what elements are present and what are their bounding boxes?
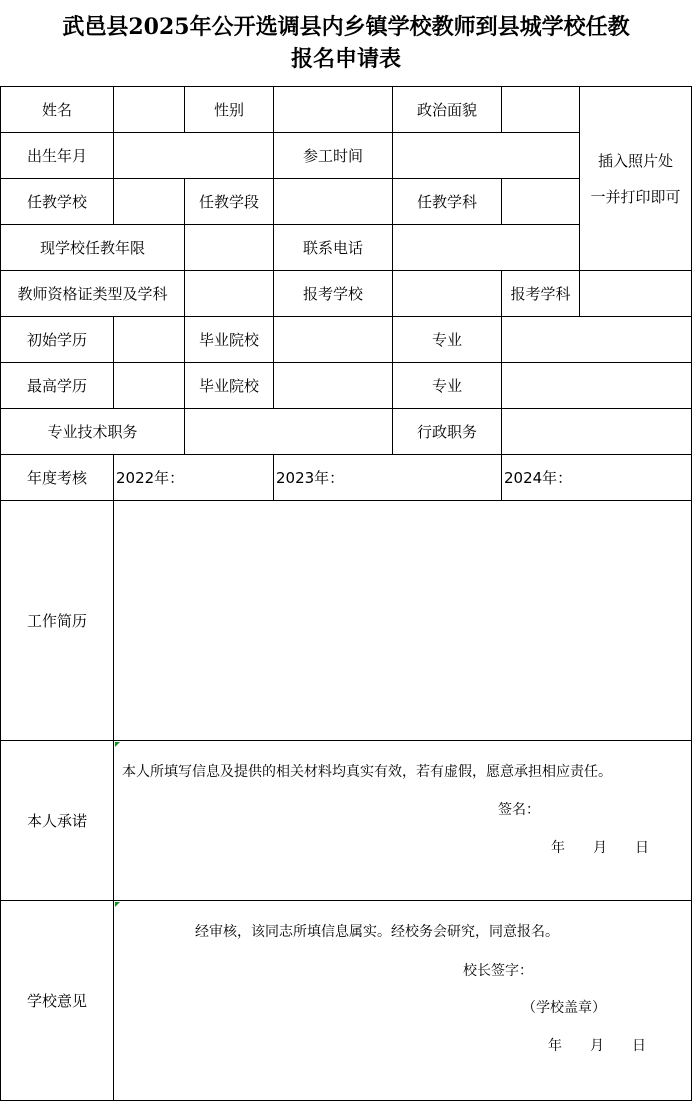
major-1-field[interactable]	[502, 317, 692, 363]
label-admin-position: 行政职务	[393, 409, 502, 455]
form-title	[0, 0, 692, 86]
pledge-cell[interactable]	[114, 741, 692, 901]
label-teaching-stage: 任教学段	[185, 179, 274, 225]
teaching-stage-field[interactable]	[274, 179, 393, 225]
professional-title-field[interactable]	[185, 409, 393, 455]
pledge-text: 本人所填写信息及提供的相关材料均真实有效，若有虚假，愿意承担相应责任。	[122, 764, 612, 780]
review-2022-field[interactable]	[114, 455, 274, 501]
label-apply-subject: 报考学科	[502, 271, 580, 317]
cell-marker-icon	[115, 742, 120, 747]
review-2024-label: 2024年：	[504, 469, 573, 487]
resume-field[interactable]	[114, 501, 692, 741]
principal-signature-label: 校长签字：	[463, 963, 533, 979]
work-start-field[interactable]	[393, 133, 580, 179]
application-form-table	[0, 86, 692, 1101]
pledge-signature-label: 签名：	[498, 802, 540, 818]
label-political-status: 政治面貌	[393, 87, 502, 133]
apply-subject-field[interactable]	[580, 271, 692, 317]
label-phone: 联系电话	[274, 225, 393, 271]
label-gender: 性别	[185, 87, 274, 133]
label-teaching-subject: 任教学科	[393, 179, 502, 225]
label-teaching-school: 任教学校	[1, 179, 114, 225]
label-graduated-school-2: 毕业院校	[185, 363, 274, 409]
teaching-school-field[interactable]	[114, 179, 185, 225]
label-graduated-school-1: 毕业院校	[185, 317, 274, 363]
form-title-line1: 武邑县2025年公开选调县内乡镇学校教师到县城学校任教	[62, 14, 630, 40]
label-name: 姓名	[1, 87, 114, 133]
apply-school-field[interactable]	[393, 271, 502, 317]
label-highest-education: 最高学历	[1, 363, 114, 409]
phone-field[interactable]	[393, 225, 580, 271]
label-initial-education: 初始学历	[1, 317, 114, 363]
name-field[interactable]	[114, 87, 185, 133]
label-birth: 出生年月	[1, 133, 114, 179]
political-status-field[interactable]	[502, 87, 580, 133]
years-current-school-field[interactable]	[185, 225, 274, 271]
photo-hint-line2: 一并打印即可	[590, 187, 681, 206]
label-school-opinion: 学校意见	[1, 901, 114, 1101]
label-certificate: 教师资格证类型及学科	[1, 271, 185, 317]
form-title-line2: 报名申请表	[290, 46, 401, 72]
gender-field[interactable]	[274, 87, 393, 133]
review-2022-label: 2022年：	[116, 469, 185, 487]
major-2-field[interactable]	[502, 363, 692, 409]
label-apply-school: 报考学校	[274, 271, 393, 317]
label-work-start: 参工时间	[274, 133, 393, 179]
opinion-cell[interactable]	[114, 901, 692, 1101]
label-major-2: 专业	[393, 363, 502, 409]
review-2023-field[interactable]	[274, 455, 502, 501]
graduated-school-1-field[interactable]	[274, 317, 393, 363]
label-annual-review: 年度考核	[1, 455, 114, 501]
highest-education-field[interactable]	[114, 363, 185, 409]
label-years-current-school: 现学校任教年限	[1, 225, 185, 271]
label-major-1: 专业	[393, 317, 502, 363]
certificate-field[interactable]	[185, 271, 274, 317]
graduated-school-2-field[interactable]	[274, 363, 393, 409]
review-2023-label: 2023年：	[276, 469, 345, 487]
photo-placeholder[interactable]	[580, 87, 692, 271]
label-pledge: 本人承诺	[1, 741, 114, 901]
label-resume: 工作简历	[1, 501, 114, 741]
pledge-date: 年 月 日	[551, 840, 649, 856]
opinion-text: 经审核，该同志所填信息属实。经校务会研究，同意报名。	[195, 924, 559, 940]
admin-position-field[interactable]	[502, 409, 692, 455]
photo-hint-line1: 插入照片处	[597, 151, 673, 170]
opinion-date: 年 月 日	[548, 1038, 646, 1054]
birth-field[interactable]	[114, 133, 274, 179]
school-seal-label: （学校盖章）	[522, 1000, 606, 1016]
label-professional-title: 专业技术职务	[1, 409, 185, 455]
review-2024-field[interactable]	[502, 455, 692, 501]
teaching-subject-field[interactable]	[502, 179, 580, 225]
cell-marker-icon	[115, 902, 120, 907]
initial-education-field[interactable]	[114, 317, 185, 363]
